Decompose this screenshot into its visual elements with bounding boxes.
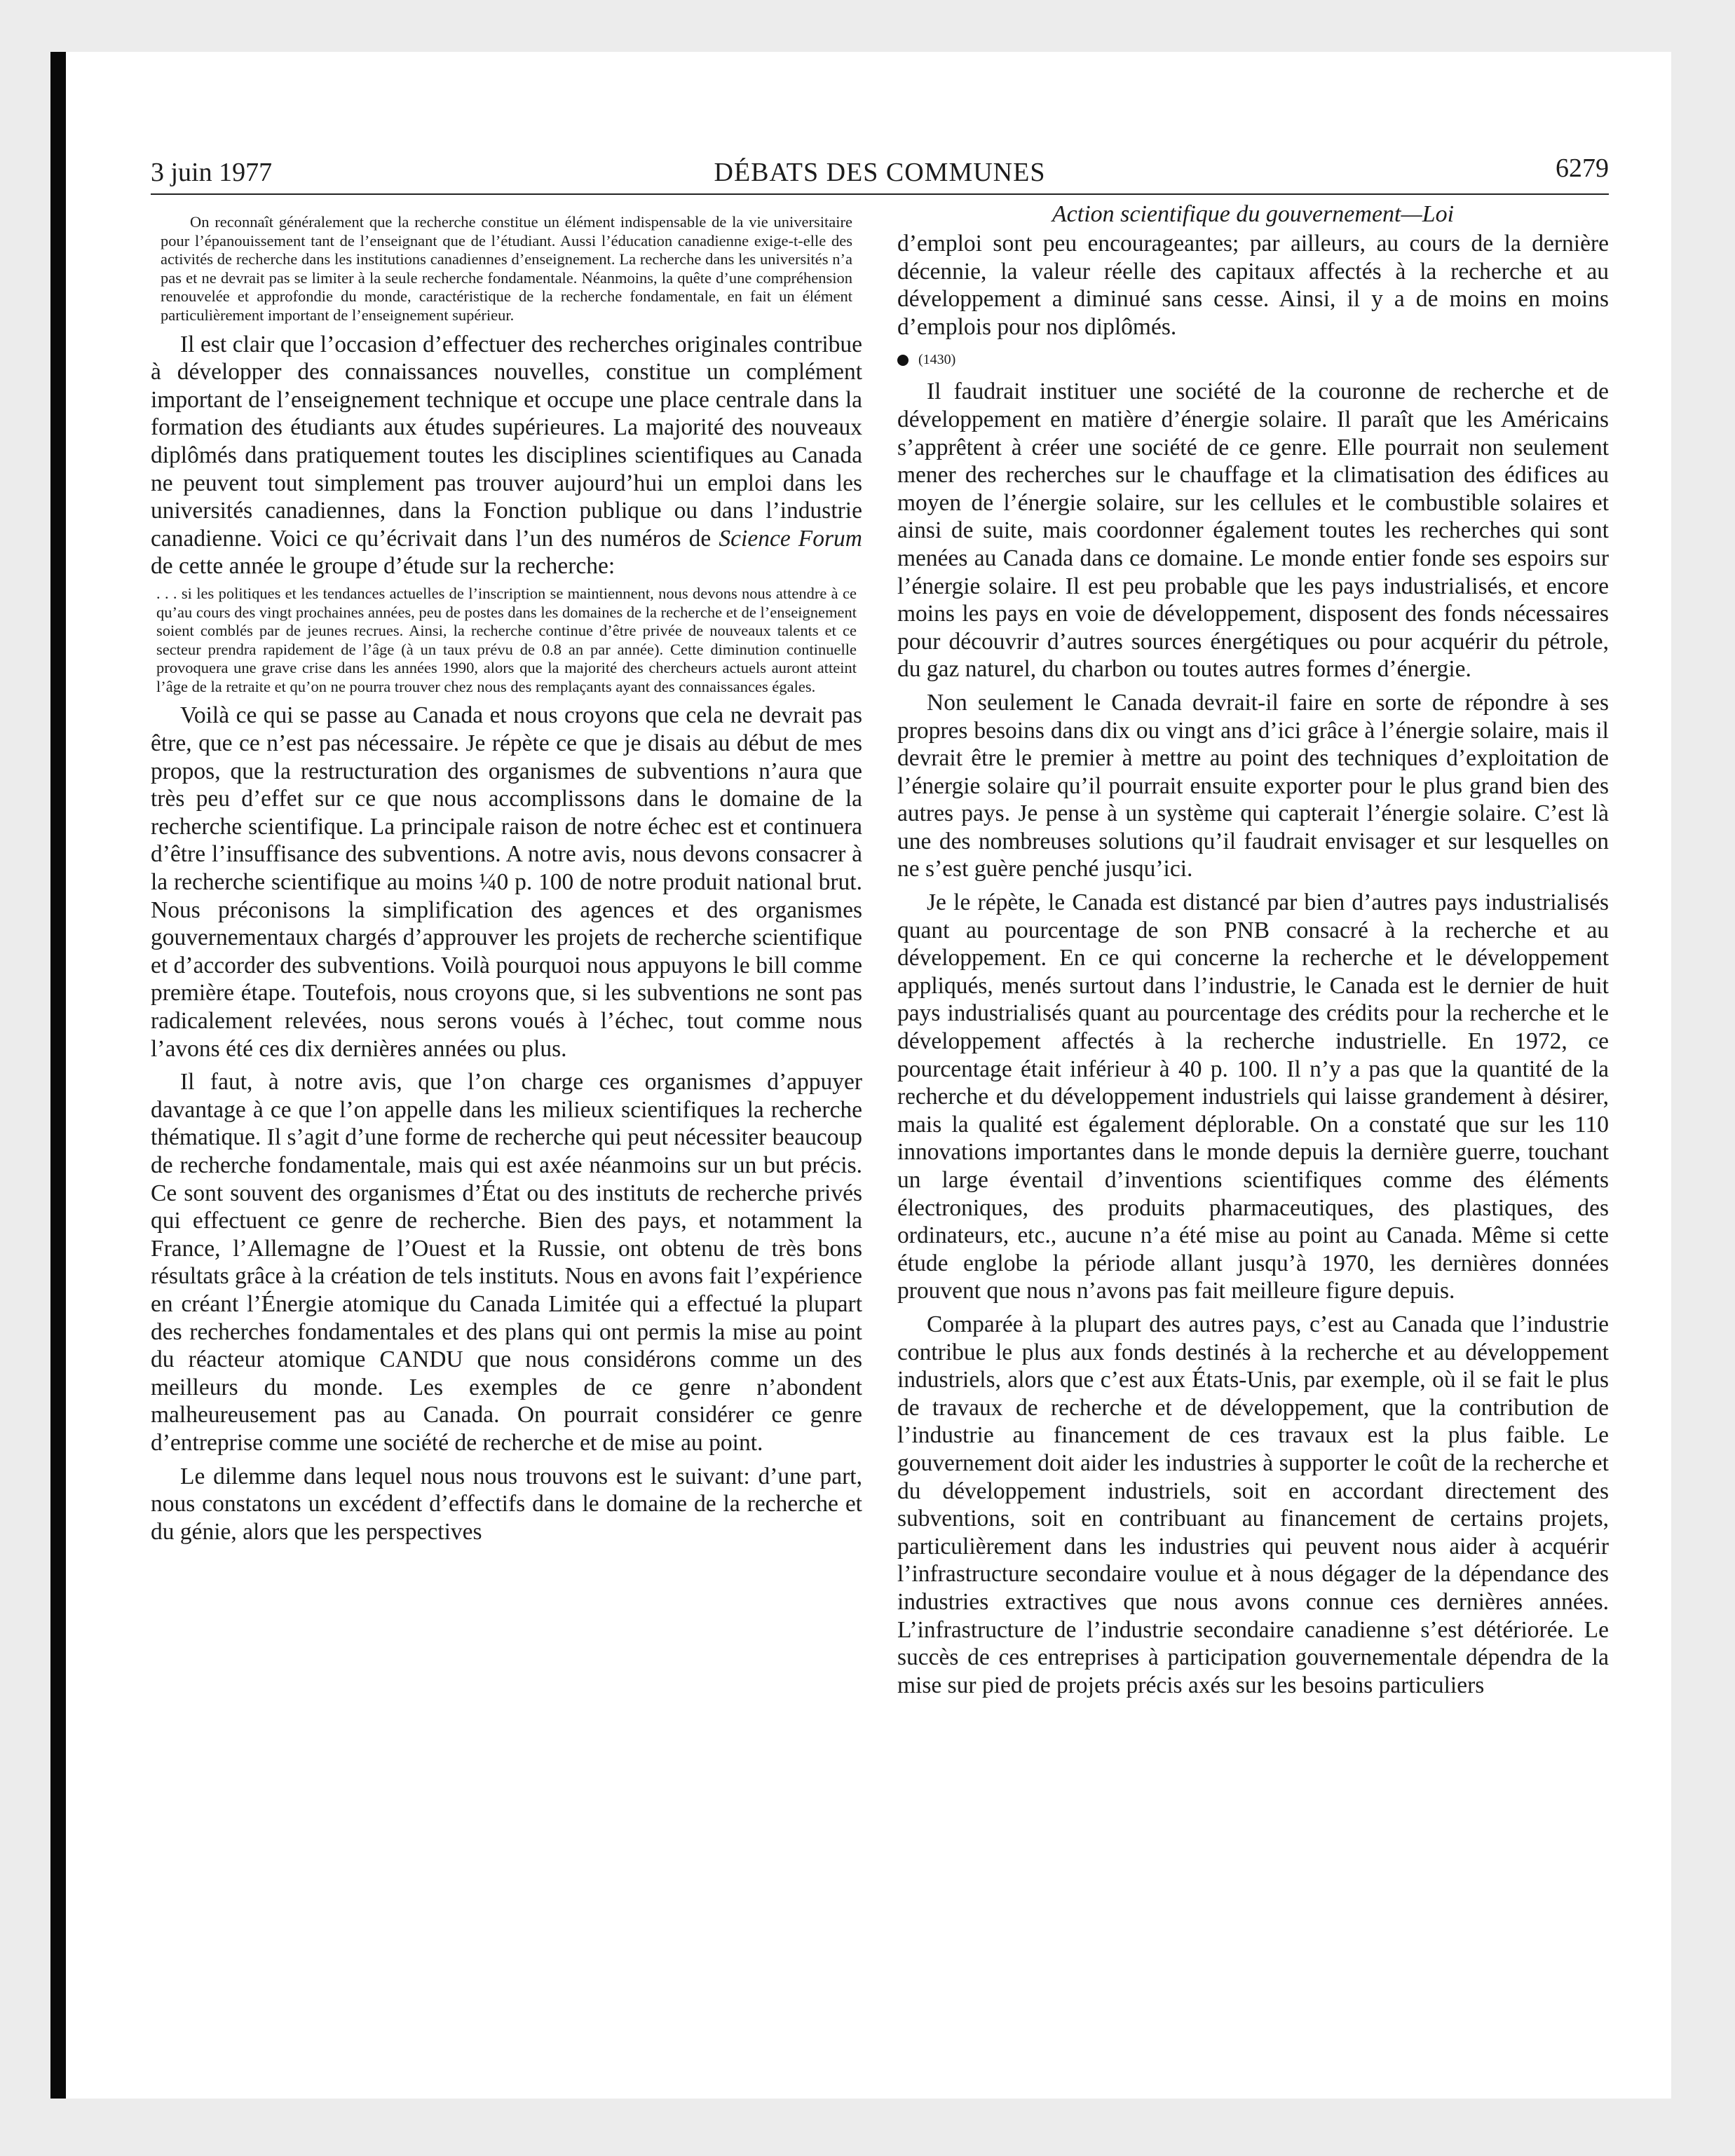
text-columns bbox=[151, 200, 1609, 1699]
page-number: 6279 bbox=[1556, 153, 1609, 183]
scan-edge bbox=[50, 52, 66, 2099]
right-paragraph-1: Il faudrait instituer une société de la couronne de recherche et de développement en matière d’énergie solaire. Il paraît que les Américains s’apprêtent à créer une société de ce genre. Elle pourrait non seulement mener des recherches sur le chauffage et la climatisation des édifices au moyen de l’énergie solaire, sur les cellules et le combustible solaires et ainsi de suite, mais coordonner également toutes les recherches qui sont menées au Canada dans ce domaine. Le monde entier fonde ses espoirs sur l’énergie solaire. Il est peu probable que les pays industrialisés, et encore moins les pays en voie de développement, disposent des fonds nécessaires pour découvrir d’autres sources énergétiques ou pour acquérir du pétrole, du gaz naturel, du charbon ou toutes autres formes d’énergie. bbox=[897, 378, 1609, 683]
document-page bbox=[151, 154, 1609, 1699]
time-marker-label: (1430) bbox=[918, 352, 956, 368]
right-column bbox=[897, 200, 1609, 1699]
bullet-dot-icon bbox=[897, 355, 909, 366]
time-marker bbox=[897, 352, 1609, 368]
running-head: Action scientifique du gouvernement—Loi bbox=[1052, 201, 1455, 227]
left-p1-text: Il est clair que l’occasion d’effectuer des recherches originales contribue à développer des connaissances nouvelles, constitue un complément important de l’enseignement technique et occupe une place centrale dans la formation des étudiants aux études supérieures. La majorité des nouveaux diplômés dans pratiquement toutes les disciplines scientifiques au Canada ne peuvent tout simplement pas trouver aujourd’hui un emploi dans les universités canadiennes, dans la Fonction publique ou dans l’industrie canadienne. Voici ce qu’écrivait dans l’un des numéros de bbox=[151, 331, 862, 552]
left-paragraph-1 bbox=[151, 331, 862, 580]
right-paragraph-0: d’emploi sont peu encourageantes; par ailleurs, au cours de la dernière décennie, la valeur réelle des capitaux affectés à la recherche et au développement a diminué sans cesse. Ainsi, il y a de moins en moins d’emplois pour nos diplômés. bbox=[897, 231, 1609, 340]
publication-title: Science Forum bbox=[719, 525, 862, 552]
left-paragraph-3: Il faut, à notre avis, que l’on charge ces organismes d’appuyer davantage à ce que l’on appelle dans les milieux scientifiques la recherche thématique. Il s’agit d’une forme de recherche qui peut nécessiter beaucoup de recherche fondamentale, mais qui est axée néanmoins sur un but précis. Ce sont souvent des organismes d’État ou des instituts de recherche privés qui effectuent ce genre de recherche. Bien des pays, et notamment la France, l’Allemagne de l’Ouest et la Russie, ont obtenu de très bons résultats grâce à la création de tels instituts. Nous en avons fait l’expérience en créant l’Énergie atomique du Canada Limitée qui a effectué la plupart des recherches fondamentales et des plans qui ont permis la mise au point du réacteur atomique CANDU que nous considérons comme un des meilleurs du monde. Les exemples de ce genre n’abondent malheureusement pas au Canada. On pourrait considérer ce genre d’entreprise comme une société de recherche et de mise au point. bbox=[151, 1069, 862, 1456]
left-p1-text-end: de cette année le groupe d’étude sur la recherche: bbox=[151, 553, 615, 580]
page-header bbox=[151, 154, 1609, 195]
left-column bbox=[151, 200, 862, 1699]
header-date: 3 juin 1977 bbox=[151, 158, 273, 187]
right-paragraph-2: Non seulement le Canada devrait-il faire en sorte de répondre à ses propres besoins dans dix ou vingt ans d’ici grâce à l’énergie solaire, mais il devrait être le premier à mettre au point des techniques d’exploitation de l’énergie solaire qu’il pourrait ensuite exporter pour le plus grand bien des autres pays. Je pense à un système qui capterait l’énergie solaire. C’est là une des nombreuses solutions qu’il faudrait envisager et sur lesquelles on ne s’est guère penché jusqu’ici. bbox=[897, 689, 1609, 882]
intro-quote: On reconnaît généralement que la recherche constitue un élément indispensable de la vie universitaire pour l’épanouissement tant de l’enseignant que de l’étudiant. Aussi l’éducation canadienne exige-t-elle des activités de recherche dans les institutions canadiennes d’enseignement. La recherche dans les universités n’a pas et ne devrait pas se limiter à la seule recherche fondamentale. Néanmoins, la quête d’une compréhension renouvelée et approfondie du monde, caractéristique de la recherche fondamentale, en fait un élément particulièrement important de l’enseignement supérieur. bbox=[161, 213, 852, 324]
right-paragraph-4: Comparée à la plupart des autres pays, c’est au Canada que l’industrie contribue le plus aux fonds destinés à la recherche et au développement industriels, alors que c’est aux États-Unis, par exemple, où il se fait le plus de travaux de recherche et de développement, que la contribution de l’industrie au financement de ces travaux est la plus faible. Le gouvernement doit aider les industries à supporter le coût de la recherche et du développement industriels, soit en accordant directement des subventions, soit en contribuant au financement de certains projets, particulièrement dans les industries qui peuvent nous aider à acquérir l’infrastructure secondaire voulue et à nous dégager de la dépendance des industries extractives que nous avons connue ces dernières années. L’infrastructure de l’industrie secondaire canadienne s’est détériorée. Le succès de ces entreprises à participation gouvernementale dépendra de la mise sur pied de projets précis axés sur les besoins particuliers bbox=[897, 1311, 1609, 1698]
header-title: DÉBATS DES COMMUNES bbox=[714, 158, 1046, 187]
left-paragraph-4: Le dilemme dans lequel nous nous trouvons est le suivant: d’une part, nous constatons un excédent d’effectifs dans le domaine de la recherche et du génie, alors que les perspectives bbox=[151, 1463, 862, 1545]
left-paragraph-2: Voilà ce qui se passe au Canada et nous croyons que cela ne devrait pas être, que ce n’est pas nécessaire. Je répète ce que je disais au début de mes propos, que la restructuration des organismes de subventions n’aura que très peu d’effet sur ce que nous accomplissons dans le domaine de la recherche scientifique. La principale raison de notre échec est et continuera d’être l’insuffisance des subventions. A notre avis, nous devons consacrer à la recherche scientifique au moins ¼0 p. 100 de notre produit national brut. Nous préconisons la simplification des agences et des organismes gouvernementaux chargés d’approuver les projets de recherche scientifique et d’accorder des subventions. Voilà pourquoi nous appuyons le bill comme première étape. Toutefois, nous croyons que, si les subventions ne sont pas radicalement relevées, nous serons voués à l’échec, tout comme nous l’avons été ces dix dernières années ou plus. bbox=[151, 702, 862, 1062]
right-paragraph-3: Je le répète, le Canada est distancé par bien d’autres pays industrialisés quant au pourcentage de son PNB consacré à la recherche et au développement. En ce qui concerne la recherche et le développement appliqués, menés surtout dans l’industrie, le Canada est le dernier de huit pays industrialisés quant au pourcentage des crédits pour la recherche et le développement affectés à la recherche industrielle. En 1972, ce pourcentage était inférieur à 40 p. 100. Il n’y a pas que la quantité de la recherche et du développement industriels qui laisse grandement à désirer, mais la qualité est également déplorable. On a constaté que sur les 110 innovations importantes dans le monde depuis la dernière guerre, touchant un large éventail d’inventions scientifiques comme des éléments électroniques, des produits pharmaceutiques, des plastiques, des ordinateurs, etc., aucune n’a été mise au point au Canada. Même si cette étude englobe la période allant jusqu’à 1970, les dernières données prouvent que nous n’avons pas fait meilleure figure depuis. bbox=[897, 889, 1609, 1304]
block-quote: . . . si les politiques et les tendances actuelles de l’inscription se maintiennent, nous devons nous attendre à ce qu’au cours des vingt prochaines années, peu de postes dans les domaines de la recherche et de l’enseignement soient comblés par de jeunes recrues. Ainsi, la recherche continue d’être privée de nouveaux talents et ce secteur prendra rapidement de l’âge (à un taux prévu de 0.8 an par année). Cette diminution continuelle provoquera une grave crise dans les années 1990, alors que la majorité des chercheurs actuels auront atteint l’âge de la retraite et qu’on ne pourra trouver chez nous des remplaçants ayant des connaissances égales. bbox=[156, 584, 857, 695]
